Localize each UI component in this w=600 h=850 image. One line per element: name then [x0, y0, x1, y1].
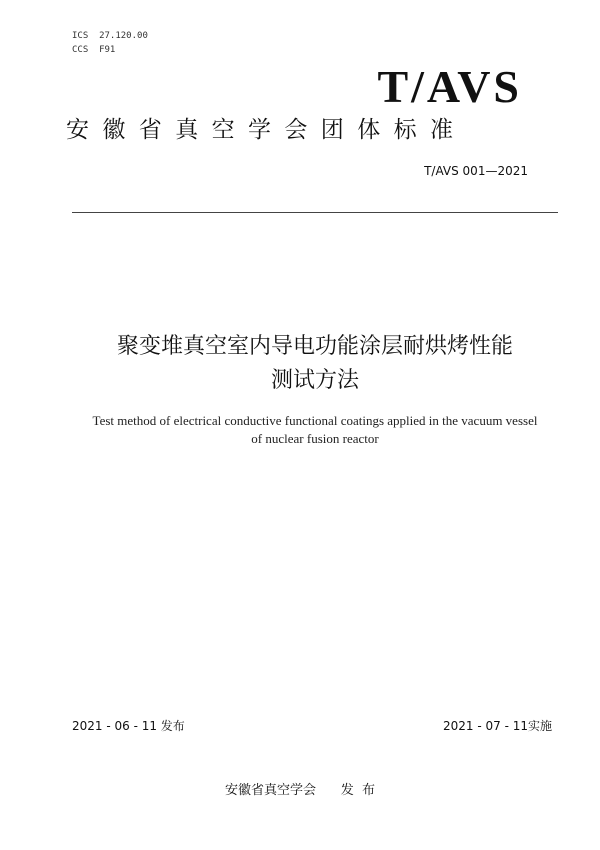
ics-code: ICS 27.120.00	[72, 31, 148, 41]
standard-logo: T/AVS	[377, 61, 522, 112]
english-title-line2: of nuclear fusion reactor	[251, 431, 379, 446]
classification-codes	[72, 29, 148, 57]
issuer-line	[0, 779, 600, 798]
english-title	[60, 412, 570, 448]
english-title-line1: Test method of electrical conductive functional coatings applied in the vacuum vessel	[92, 413, 538, 428]
ccs-code: CCS F91	[72, 45, 116, 55]
chinese-title	[60, 330, 570, 398]
chinese-title-line1: 聚变堆真空室内导电功能涂层耐烘烤性能	[116, 334, 513, 359]
standard-number: T/AVS 001—2021	[424, 164, 528, 178]
divider-line	[72, 212, 558, 213]
organization-standard-title: 安徽省真空学会团体标准	[66, 117, 467, 143]
issuer-action: 发 布	[340, 783, 376, 798]
implementation-date: 2021 - 07 - 11实施	[443, 719, 552, 733]
chinese-title-line2: 测试方法	[270, 368, 359, 393]
issuer-name: 安徽省真空学会	[224, 783, 316, 798]
issue-date: 2021 - 06 - 11 发布	[72, 719, 185, 733]
